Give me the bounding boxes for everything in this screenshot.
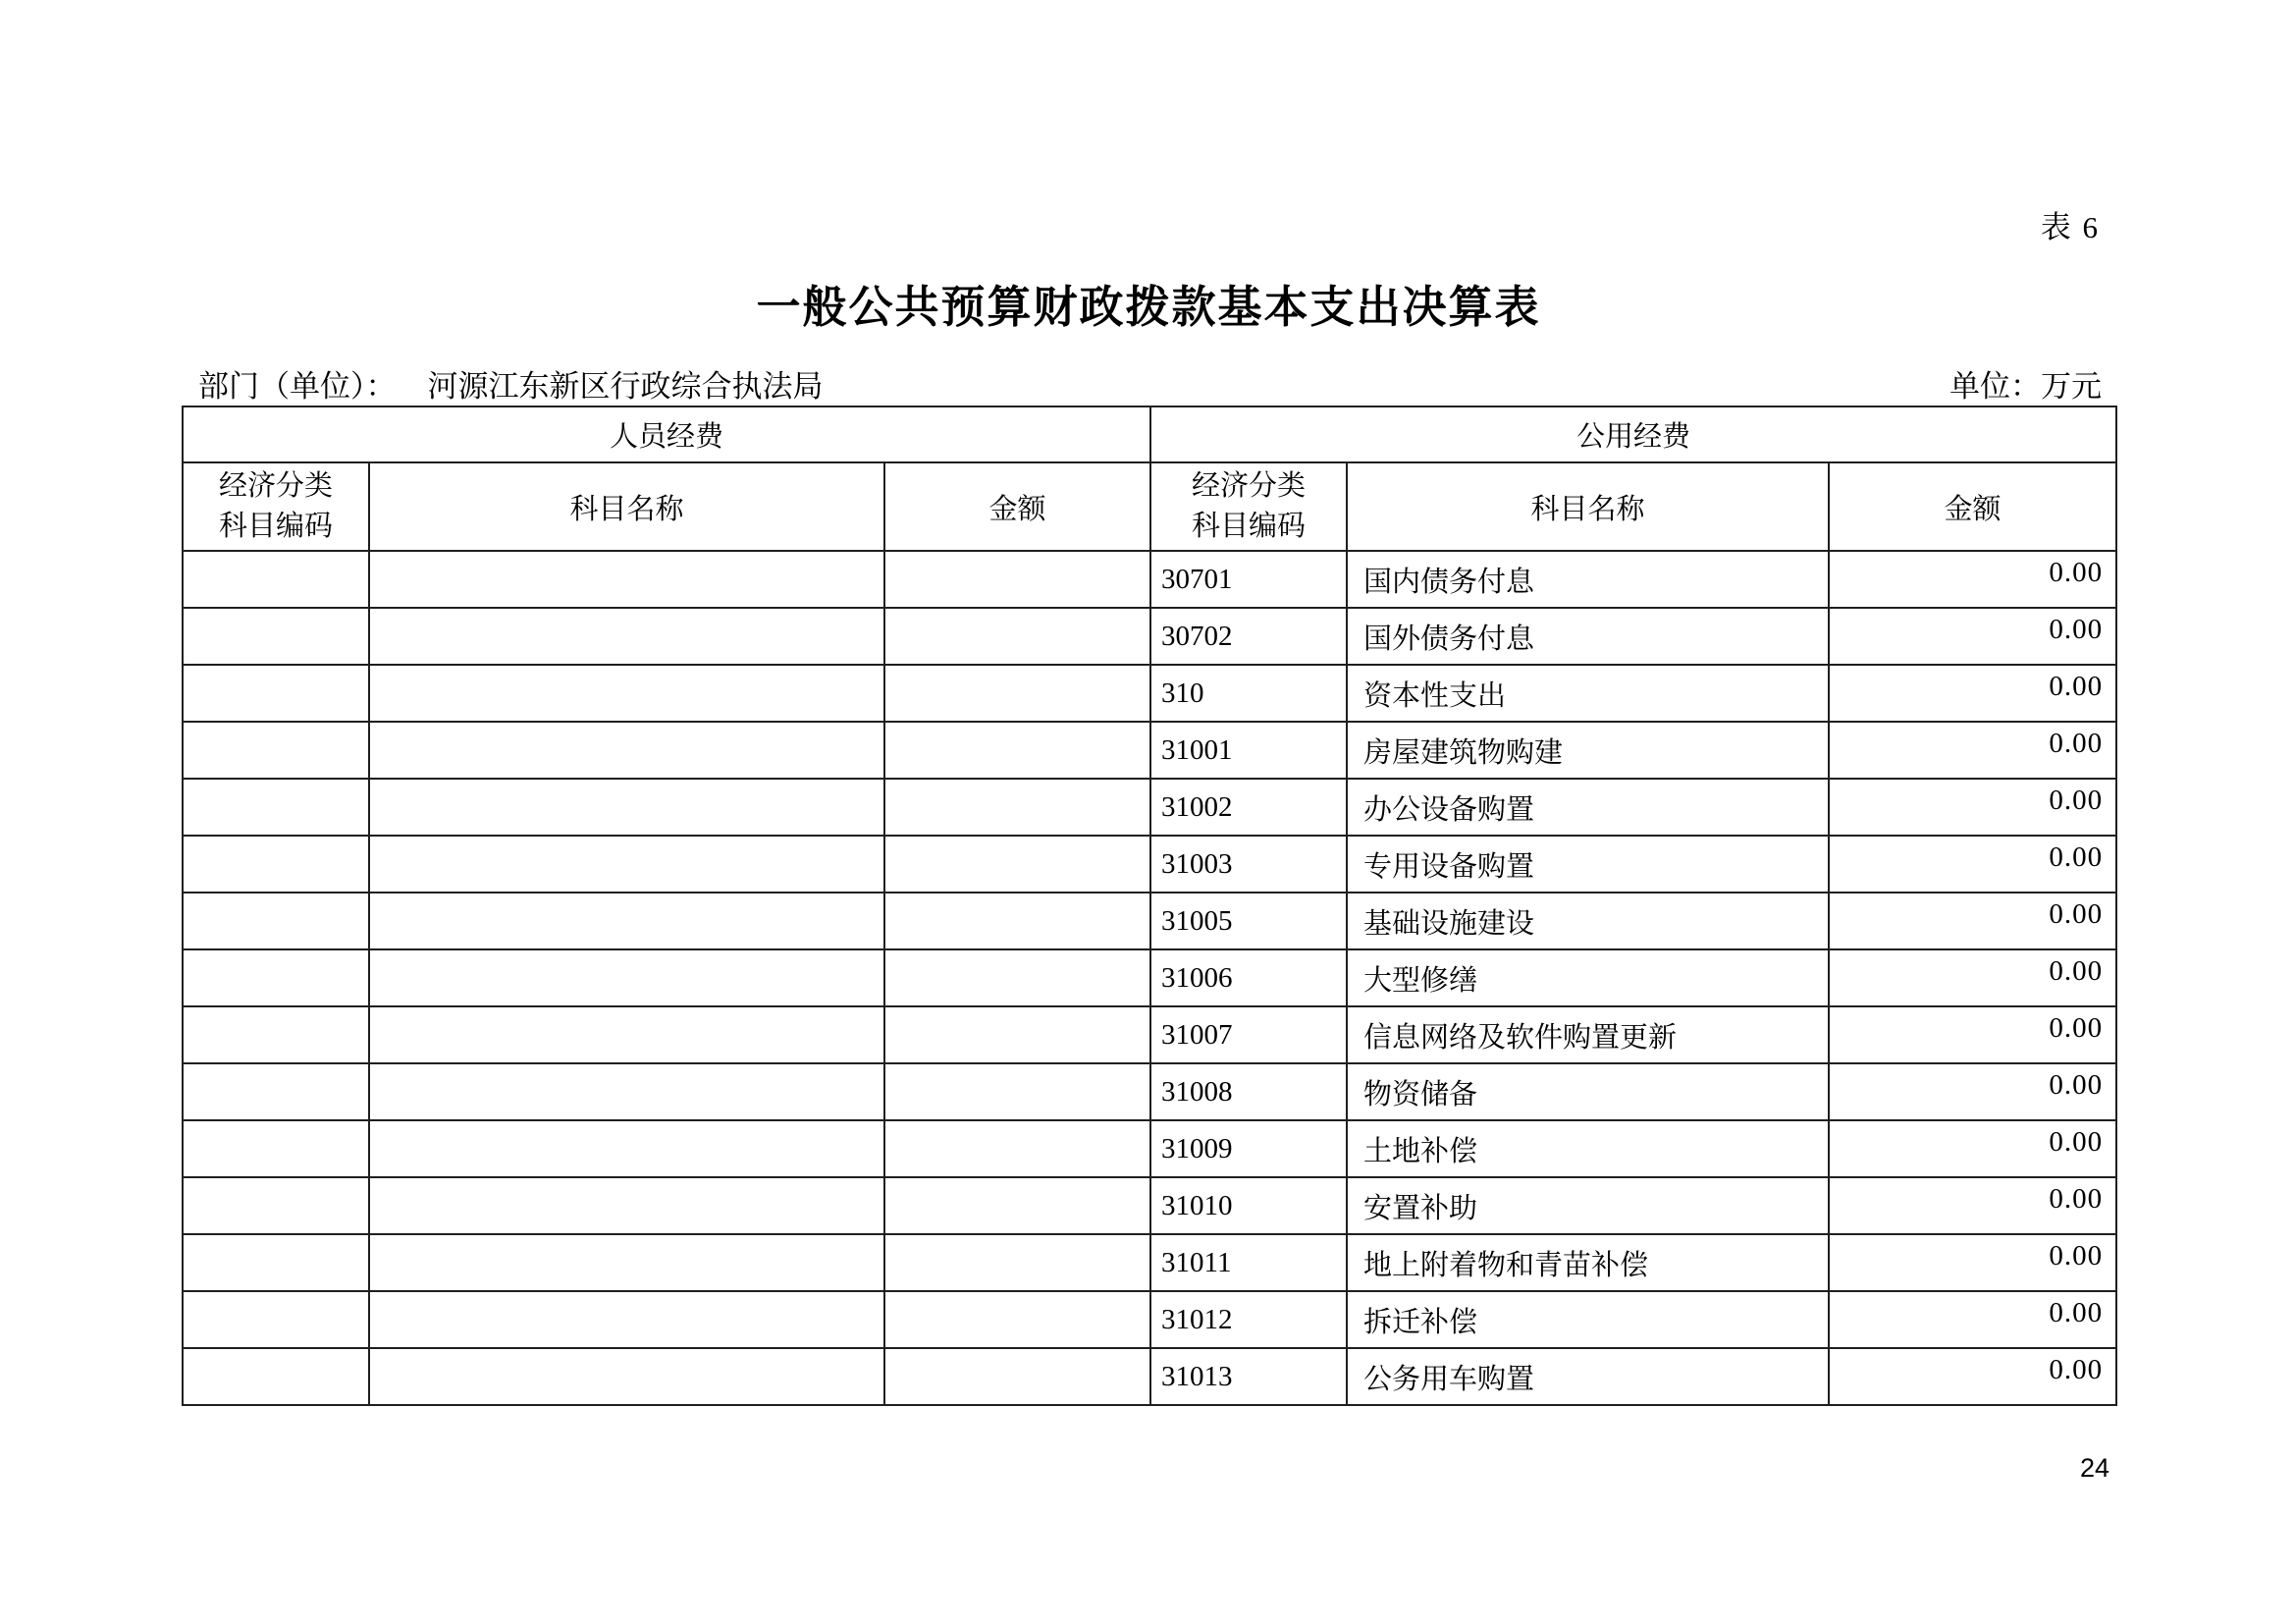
left-name-cell (369, 1348, 884, 1405)
right-amount-cell: 0.00 (1829, 665, 2116, 722)
left-code-cell (183, 779, 369, 836)
right-code-cell: 31006 (1150, 949, 1347, 1006)
right-amount-cell: 0.00 (1829, 1234, 2116, 1291)
table-body (183, 551, 2116, 1405)
table-row (183, 1177, 2116, 1234)
right-amount-cell: 0.00 (1829, 608, 2116, 665)
right-amount-cell: 0.00 (1829, 1348, 2116, 1405)
table-row (183, 1063, 2116, 1120)
left-amount-cell (884, 1063, 1150, 1120)
left-code-cell (183, 1348, 369, 1405)
left-code-column-header (183, 462, 369, 551)
table-row (183, 949, 2116, 1006)
right-code-cell: 31002 (1150, 779, 1347, 836)
left-amount-cell (884, 1291, 1150, 1348)
table-row (183, 608, 2116, 665)
personnel-expenses-group-header: 人员经费 (183, 406, 1150, 462)
right-name-cell: 物资储备 (1347, 1063, 1829, 1120)
right-name-cell: 安置补助 (1347, 1177, 1829, 1234)
meta-row (182, 361, 2115, 406)
right-code-cell: 31010 (1150, 1177, 1347, 1234)
right-code-cell: 30701 (1150, 551, 1347, 608)
right-name-cell: 信息网络及软件购置更新 (1347, 1006, 1829, 1063)
table-number-tag: 表 6 (2040, 210, 2100, 244)
unit-label: 单位：万元 (1949, 369, 2102, 404)
left-amount-cell (884, 1006, 1150, 1063)
left-code-cell (183, 1006, 369, 1063)
left-amount-cell (884, 1348, 1150, 1405)
left-amount-cell (884, 665, 1150, 722)
left-amount-cell (884, 893, 1150, 949)
right-code-cell: 310 (1150, 665, 1347, 722)
right-name-cell: 地上附着物和青苗补偿 (1347, 1234, 1829, 1291)
right-amount-cell: 0.00 (1829, 722, 2116, 779)
left-code-cell (183, 665, 369, 722)
right-name-cell: 拆迁补偿 (1347, 1291, 1829, 1348)
left-code-cell (183, 836, 369, 893)
right-code-cell: 31001 (1150, 722, 1347, 779)
left-code-header-line1: 经济分类 (218, 470, 333, 502)
left-name-cell (369, 1291, 884, 1348)
left-name-cell (369, 1063, 884, 1120)
right-name-cell: 公务用车购置 (1347, 1348, 1829, 1405)
table-row (183, 836, 2116, 893)
table-row (183, 1348, 2116, 1405)
left-name-cell (369, 1177, 884, 1234)
right-name-cell: 土地补偿 (1347, 1120, 1829, 1177)
left-code-cell (183, 949, 369, 1006)
right-code-header-line1: 经济分类 (1192, 470, 1307, 502)
right-code-cell: 31008 (1150, 1063, 1347, 1120)
right-amount-cell: 0.00 (1829, 551, 2116, 608)
group-header-row (183, 406, 2116, 462)
left-code-cell (183, 1063, 369, 1120)
left-code-cell (183, 1120, 369, 1177)
right-name-column-header: 科目名称 (1347, 462, 1829, 551)
right-code-cell: 31009 (1150, 1120, 1347, 1177)
right-name-cell: 大型修缮 (1347, 949, 1829, 1006)
left-code-cell (183, 722, 369, 779)
department-label: 部门（单位）： (198, 369, 397, 404)
right-code-column-header (1150, 462, 1347, 551)
left-code-header-line2: 科目编码 (218, 511, 333, 542)
left-amount-cell (884, 1234, 1150, 1291)
right-amount-cell: 0.00 (1829, 1291, 2116, 1348)
department-value: 河源江东新区行政综合执法局 (427, 369, 824, 404)
right-amount-cell: 0.00 (1829, 1006, 2116, 1063)
department-line (182, 361, 824, 406)
right-name-cell: 基础设施建设 (1347, 893, 1829, 949)
left-name-cell (369, 608, 884, 665)
right-name-cell: 专用设备购置 (1347, 836, 1829, 893)
left-name-cell (369, 1120, 884, 1177)
left-code-cell (183, 1234, 369, 1291)
table-row (183, 1234, 2116, 1291)
left-amount-cell (884, 1120, 1150, 1177)
left-name-cell (369, 836, 884, 893)
left-amount-cell (884, 836, 1150, 893)
left-code-cell (183, 1177, 369, 1234)
table-row (183, 779, 2116, 836)
left-name-cell (369, 1006, 884, 1063)
left-code-cell (183, 893, 369, 949)
right-amount-cell: 0.00 (1829, 893, 2116, 949)
budget-table (182, 406, 2117, 1406)
right-code-cell: 31007 (1150, 1006, 1347, 1063)
right-amount-cell: 0.00 (1829, 1063, 2116, 1120)
left-amount-cell (884, 608, 1150, 665)
left-name-cell (369, 779, 884, 836)
left-name-cell (369, 551, 884, 608)
right-amount-cell: 0.00 (1829, 1177, 2116, 1234)
table-row (183, 1120, 2116, 1177)
left-name-cell (369, 893, 884, 949)
page-number: 24 (2079, 1453, 2109, 1483)
right-amount-cell: 0.00 (1829, 836, 2116, 893)
right-name-cell: 房屋建筑物购建 (1347, 722, 1829, 779)
left-name-cell (369, 722, 884, 779)
left-name-cell (369, 665, 884, 722)
right-code-header-line2: 科目编码 (1192, 511, 1307, 542)
table-row (183, 1006, 2116, 1063)
right-code-cell: 30702 (1150, 608, 1347, 665)
left-name-cell (369, 949, 884, 1006)
right-amount-column-header: 金额 (1829, 462, 2116, 551)
page-title: 一般公共预算财政拨款基本支出决算表 (756, 282, 1541, 332)
right-code-cell: 31011 (1150, 1234, 1347, 1291)
left-amount-column-header: 金额 (884, 462, 1150, 551)
public-expenses-group-header: 公用经费 (1150, 406, 2116, 462)
right-amount-cell: 0.00 (1829, 779, 2116, 836)
left-code-cell (183, 608, 369, 665)
right-name-cell: 国内债务付息 (1347, 551, 1829, 608)
table-row (183, 893, 2116, 949)
right-code-cell: 31003 (1150, 836, 1347, 893)
left-amount-cell (884, 1177, 1150, 1234)
right-code-cell: 31005 (1150, 893, 1347, 949)
right-amount-cell: 0.00 (1829, 1120, 2116, 1177)
table-row (183, 1291, 2116, 1348)
table-row (183, 551, 2116, 608)
right-amount-cell: 0.00 (1829, 949, 2116, 1006)
left-code-cell (183, 551, 369, 608)
right-name-cell: 国外债务付息 (1347, 608, 1829, 665)
table-row (183, 722, 2116, 779)
right-code-cell: 31013 (1150, 1348, 1347, 1405)
left-amount-cell (884, 949, 1150, 1006)
right-code-cell: 31012 (1150, 1291, 1347, 1348)
left-amount-cell (884, 779, 1150, 836)
left-name-column-header: 科目名称 (369, 462, 884, 551)
table-row (183, 665, 2116, 722)
left-amount-cell (884, 551, 1150, 608)
column-header-row (183, 462, 2116, 551)
right-name-cell: 资本性支出 (1347, 665, 1829, 722)
left-name-cell (369, 1234, 884, 1291)
left-amount-cell (884, 722, 1150, 779)
right-name-cell: 办公设备购置 (1347, 779, 1829, 836)
left-code-cell (183, 1291, 369, 1348)
